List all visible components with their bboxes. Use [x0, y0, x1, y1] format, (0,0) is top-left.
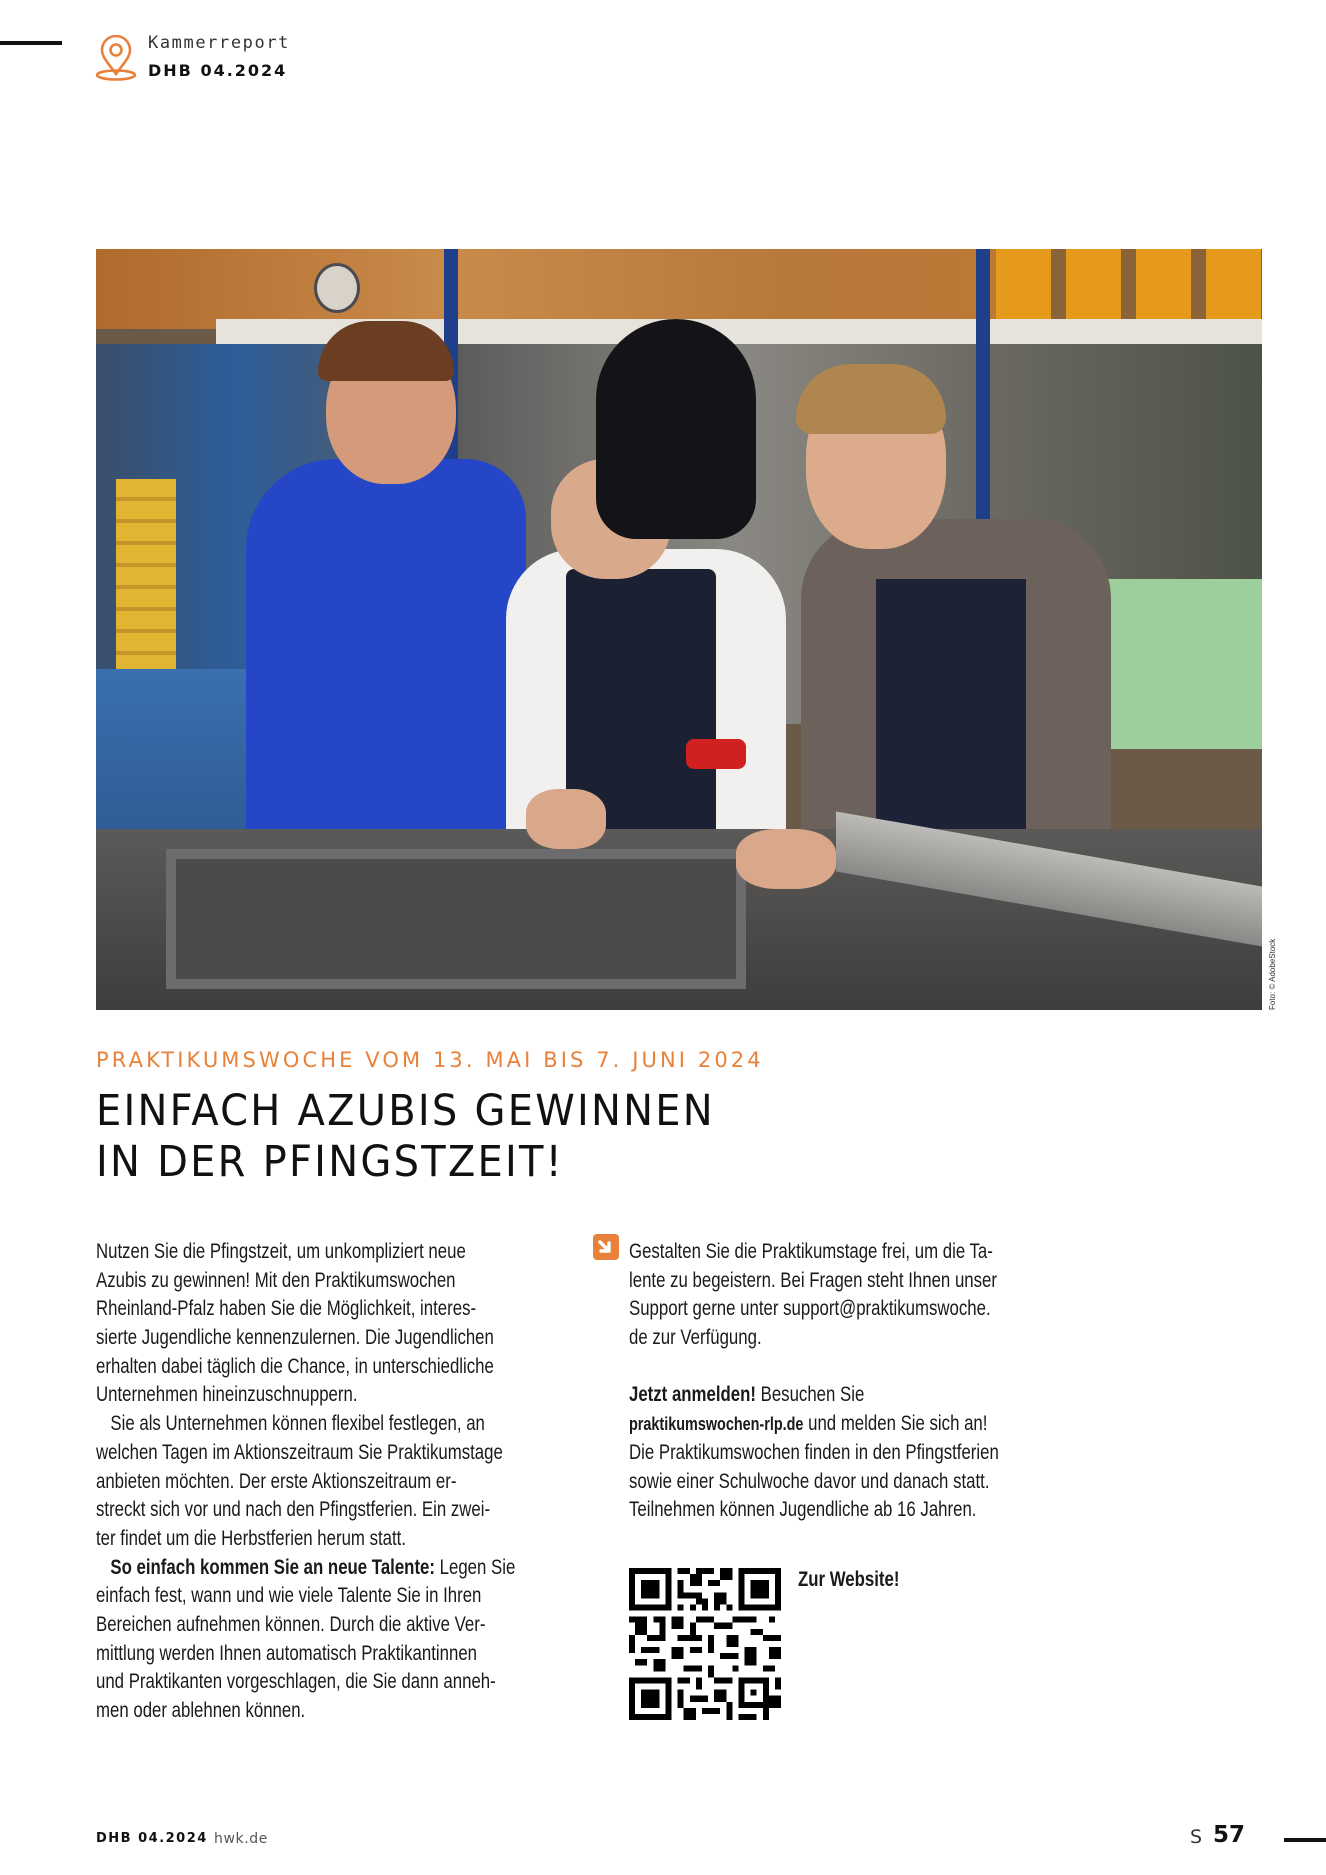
body-line: anbieten möchten. Der erste Aktionszeitraum er-: [96, 1469, 457, 1493]
body-column-left: [96, 1238, 576, 1726]
page-number: 57: [1213, 1822, 1246, 1848]
article-headline: [96, 1086, 762, 1188]
body-line: men oder ablehnen können.: [96, 1699, 306, 1722]
body-line: Bereichen aufnehmen können. Durch die aktive Ver-: [96, 1612, 486, 1636]
photo-credit: Foto: © AdobeStock: [1268, 938, 1277, 1010]
body-line: Azubis zu gewinnen! Mit den Praktikumswochen: [96, 1268, 456, 1292]
body-line: ter findet um die Herbstferien herum statt.: [96, 1526, 407, 1550]
body-line: [629, 1295, 997, 1324]
body-line: welchen Tagen im Aktionszeitraum Sie Praktikumstage: [96, 1440, 503, 1464]
body-line: Nutzen Sie die Pfingstzeit, um unkompliziert neue: [96, 1240, 466, 1263]
cta-text: Besuchen Sie: [755, 1383, 865, 1407]
body-line-text: Legen Sie: [439, 1555, 516, 1579]
url-line: [629, 1410, 997, 1439]
header-rule: [0, 41, 62, 45]
body-line: und Praktikanten vorgeschlagen, die Sie dann anneh-: [96, 1670, 496, 1694]
body-line: Rheinland-Pfalz haben Sie die Möglichkeit, interes-: [96, 1297, 477, 1321]
footer-issue: DHB 04.2024: [96, 1831, 208, 1846]
body-line: mittlung werden Ihnen automatisch Praktikantinnen: [96, 1641, 478, 1665]
arrow-down-right-icon: [593, 1234, 619, 1260]
article-kicker: PRAKTIKUMSWOCHE VOM 13. MAI BIS 7. JUNI 2024: [96, 1048, 764, 1072]
qr-label: Zur Website!: [798, 1568, 900, 1591]
website-link[interactable]: praktikumswochen-rlp.de: [629, 1414, 804, 1435]
body-line: Gestalten Sie die Praktikumstage frei, um die Ta-: [629, 1240, 993, 1263]
article-photo: [96, 249, 1262, 1010]
qr-code-icon[interactable]: [629, 1568, 781, 1720]
footer-rule: [1284, 1838, 1326, 1842]
headline-line-2: IN DER PFINGSTZEIT!: [96, 1137, 564, 1187]
cta-bold: Jetzt anmelden!: [629, 1383, 756, 1407]
body-line: erhalten dabei täglich die Chance, in unterschiedliche: [96, 1354, 494, 1378]
body-line: einfach fest, wann und wie viele Talente Sie in Ihren: [96, 1584, 482, 1608]
map-pin-icon: [94, 35, 138, 81]
section-label: Kammerreport: [148, 33, 291, 53]
body-line: de zur Verfügung.: [629, 1326, 762, 1350]
body-line-text: Sie als Unternehmen können flexibel festlegen, an: [110, 1412, 485, 1436]
body-line-text: Support gerne unter support@praktikumswoche.: [629, 1297, 991, 1321]
cta-line: [629, 1381, 997, 1410]
body-line: Unternehmen hineinzuschnuppern.: [96, 1383, 358, 1407]
headline-line-1: EINFACH AZUBIS GEWINNEN: [96, 1086, 715, 1136]
url-text: und melden Sie sich an!: [803, 1412, 988, 1436]
body-line-lead: [96, 1554, 516, 1583]
body-line: Die Praktikumswochen finden in den Pfingstferien: [629, 1440, 999, 1464]
page-prefix: S: [1190, 1826, 1203, 1848]
body-line: streckt sich vor und nach den Pfingstferien. Ein zwei-: [96, 1498, 491, 1522]
issue-label: DHB 04.2024: [148, 61, 288, 80]
body-column-right: [629, 1238, 1089, 1525]
bold-lead: So einfach kommen Sie an neue Talente:: [110, 1555, 435, 1579]
footer-site-link[interactable]: hwk.de: [214, 1831, 268, 1847]
body-line: lente zu begeistern. Bei Fragen steht Ihnen unser: [629, 1268, 997, 1292]
body-line-indented: [96, 1410, 485, 1439]
body-line: Teilnehmen können Jugendliche ab 16 Jahren.: [629, 1498, 977, 1522]
body-line: sowie einer Schulwoche davor und danach statt.: [629, 1469, 990, 1493]
body-line: sierte Jugendliche kennenzulernen. Die Jugendlichen: [96, 1326, 494, 1350]
